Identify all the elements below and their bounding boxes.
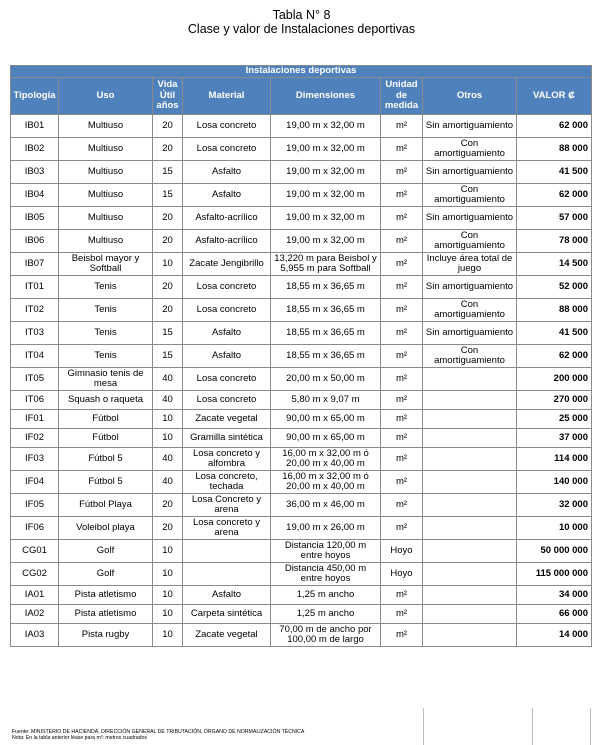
cell-uso: Multiuso [59, 207, 153, 230]
cell-otros [423, 540, 517, 563]
cell-valor: 50 000 000 [517, 540, 592, 563]
header-valor: VALOR ₡ [517, 78, 592, 115]
cell-tipologia: IF04 [11, 471, 59, 494]
cell-valor: 88 000 [517, 138, 592, 161]
table-row [11, 368, 592, 391]
cell-material: Losa concreto [183, 276, 271, 299]
cell-otros: Con amortiguamiento [423, 299, 517, 322]
cell-tipologia: IT06 [11, 391, 59, 410]
table-row [11, 322, 592, 345]
table-row [11, 184, 592, 207]
cell-otros: Sin amortiguamiento [423, 207, 517, 230]
cell-valor: 114 000 [517, 448, 592, 471]
units-note: Nota: En la tabla anterior léase para m²: metros cuadrados [12, 735, 147, 741]
cell-vida-util: 20 [153, 276, 183, 299]
table-row [11, 299, 592, 322]
cell-valor: 32 000 [517, 494, 592, 517]
cell-dimensiones: 13,220 m para Beisbol y 5,955 m para Softball [271, 253, 381, 276]
header-material: Material [183, 78, 271, 115]
cell-unidad: m² [381, 605, 423, 624]
cell-vida-util: 40 [153, 391, 183, 410]
table-row [11, 115, 592, 138]
cell-unidad: m² [381, 230, 423, 253]
table-row [11, 517, 592, 540]
table-row [11, 207, 592, 230]
cell-vida-util: 15 [153, 184, 183, 207]
cell-dimensiones: 1,25 m ancho [271, 586, 381, 605]
cell-dimensiones: 18,55 m x 36,65 m [271, 276, 381, 299]
cell-tipologia: IA03 [11, 624, 59, 647]
cell-tipologia: IA01 [11, 586, 59, 605]
cell-tipologia: IB04 [11, 184, 59, 207]
cell-material: Losa Concreto y arena [183, 494, 271, 517]
cell-uso: Golf [59, 563, 153, 586]
cell-tipologia: IB07 [11, 253, 59, 276]
cell-otros [423, 391, 517, 410]
cell-uso: Fútbol 5 [59, 448, 153, 471]
cell-dimensiones: 19,00 m x 32,00 m [271, 138, 381, 161]
cell-material: Carpeta sintética [183, 605, 271, 624]
cell-material: Losa concreto [183, 115, 271, 138]
cell-vida-util: 10 [153, 563, 183, 586]
cell-tipologia: IB06 [11, 230, 59, 253]
cell-uso: Voleibol playa [59, 517, 153, 540]
cell-tipologia: IF01 [11, 410, 59, 429]
cell-otros: Con amortiguamiento [423, 138, 517, 161]
cell-dimensiones: 19,00 m x 32,00 m [271, 161, 381, 184]
cell-uso: Pista atletismo [59, 586, 153, 605]
cell-vida-util: 10 [153, 253, 183, 276]
cell-valor: 10 000 [517, 517, 592, 540]
cell-material: Asfalto [183, 586, 271, 605]
header-otros: Otros [423, 78, 517, 115]
cell-dimensiones: 90,00 m x 65,00 m [271, 429, 381, 448]
cell-uso: Pista rugby [59, 624, 153, 647]
cell-tipologia: IA02 [11, 605, 59, 624]
cell-material: Losa concreto [183, 138, 271, 161]
cell-dimensiones: 18,55 m x 36,65 m [271, 345, 381, 368]
cell-uso: Golf [59, 540, 153, 563]
cell-vida-util: 20 [153, 115, 183, 138]
table-row [11, 471, 592, 494]
table-row [11, 540, 592, 563]
cell-material: Losa concreto [183, 391, 271, 410]
cell-material: Losa concreto [183, 299, 271, 322]
cell-uso: Multiuso [59, 115, 153, 138]
cell-vida-util: 10 [153, 586, 183, 605]
cell-uso: Squash o raqueta [59, 391, 153, 410]
cell-dimensiones: 1,25 m ancho [271, 605, 381, 624]
cell-vida-util: 10 [153, 410, 183, 429]
cell-vida-util: 10 [153, 540, 183, 563]
cell-otros: Con amortiguamiento [423, 345, 517, 368]
cell-otros [423, 563, 517, 586]
cell-dimensiones: 70,00 m de ancho por 100,00 m de largo [271, 624, 381, 647]
cell-material: Asfalto [183, 345, 271, 368]
cell-valor: 115 000 000 [517, 563, 592, 586]
cell-valor: 41 500 [517, 161, 592, 184]
cell-valor: 62 000 [517, 115, 592, 138]
cell-vida-util: 20 [153, 207, 183, 230]
cell-uso: Pista atletismo [59, 605, 153, 624]
cell-unidad: m² [381, 322, 423, 345]
table-row [11, 448, 592, 471]
cell-valor: 14 500 [517, 253, 592, 276]
cell-uso: Tenis [59, 322, 153, 345]
cell-material: Zacate vegetal [183, 410, 271, 429]
cell-valor: 270 000 [517, 391, 592, 410]
cell-unidad: Hoyo [381, 563, 423, 586]
cell-material: Asfalto [183, 184, 271, 207]
cell-unidad: m² [381, 253, 423, 276]
header-vida-util: Vida Útil años [153, 78, 183, 115]
cell-dimensiones: 19,00 m x 32,00 m [271, 207, 381, 230]
cell-tipologia: IF02 [11, 429, 59, 448]
cell-otros [423, 494, 517, 517]
cell-vida-util: 20 [153, 299, 183, 322]
cell-uso: Fútbol [59, 410, 153, 429]
cell-tipologia: IT04 [11, 345, 59, 368]
table-banner: Instalaciones deportivas [11, 66, 592, 78]
column-divider [532, 708, 533, 745]
cell-material: Asfalto-acrílico [183, 230, 271, 253]
cell-dimensiones: 19,00 m x 26,00 m [271, 517, 381, 540]
cell-unidad: m² [381, 115, 423, 138]
cell-unidad: m² [381, 276, 423, 299]
cell-uso: Gimnasio tenis de mesa [59, 368, 153, 391]
cell-dimensiones: 90,00 m x 65,00 m [271, 410, 381, 429]
cell-vida-util: 40 [153, 471, 183, 494]
table-body [11, 115, 592, 647]
cell-unidad: m² [381, 161, 423, 184]
cell-uso: Fútbol [59, 429, 153, 448]
cell-dimensiones: 19,00 m x 32,00 m [271, 115, 381, 138]
cell-otros [423, 448, 517, 471]
cell-unidad: m² [381, 471, 423, 494]
cell-unidad: m² [381, 184, 423, 207]
table-row [11, 345, 592, 368]
cell-otros: Sin amortiguamiento [423, 322, 517, 345]
cell-tipologia: IF06 [11, 517, 59, 540]
cell-dimensiones: 5,80 m x 9,07 m [271, 391, 381, 410]
cell-dimensiones: 16,00 m x 32,00 m ó 20,00 m x 40,00 m [271, 471, 381, 494]
cell-uso: Multiuso [59, 161, 153, 184]
column-divider [590, 708, 591, 745]
header-unidad: Unidad de medida [381, 78, 423, 115]
cell-tipologia: IT05 [11, 368, 59, 391]
table-row [11, 253, 592, 276]
cell-vida-util: 20 [153, 517, 183, 540]
cell-material: Asfalto [183, 161, 271, 184]
cell-uso: Fútbol 5 [59, 471, 153, 494]
cell-otros [423, 368, 517, 391]
cell-tipologia: IT03 [11, 322, 59, 345]
cell-tipologia: CG01 [11, 540, 59, 563]
cell-valor: 62 000 [517, 345, 592, 368]
table-row [11, 138, 592, 161]
cell-material: Asfalto-acrílico [183, 207, 271, 230]
cell-material: Zacate vegetal [183, 624, 271, 647]
header-tipologia: Tipología [11, 78, 59, 115]
cell-unidad: m² [381, 410, 423, 429]
cell-dimensiones: 20,00 m x 50,00 m [271, 368, 381, 391]
cell-material: Losa concreto [183, 368, 271, 391]
cell-material [183, 563, 271, 586]
cell-dimensiones: 18,55 m x 36,65 m [271, 322, 381, 345]
cell-vida-util: 20 [153, 138, 183, 161]
cell-vida-util: 10 [153, 605, 183, 624]
cell-otros [423, 429, 517, 448]
cell-unidad: Hoyo [381, 540, 423, 563]
cell-uso: Multiuso [59, 184, 153, 207]
cell-material: Losa concreto y arena [183, 517, 271, 540]
cell-vida-util: 20 [153, 230, 183, 253]
cell-otros [423, 471, 517, 494]
table-row [11, 230, 592, 253]
cell-dimensiones: 36,00 m x 46,00 m [271, 494, 381, 517]
table-row [11, 429, 592, 448]
cell-valor: 66 000 [517, 605, 592, 624]
cell-valor: 14 000 [517, 624, 592, 647]
cell-tipologia: IF05 [11, 494, 59, 517]
cell-otros [423, 410, 517, 429]
cell-otros [423, 517, 517, 540]
header-row [11, 78, 592, 115]
cell-valor: 200 000 [517, 368, 592, 391]
cell-otros: Con amortiguamiento [423, 184, 517, 207]
cell-valor: 140 000 [517, 471, 592, 494]
table-row [11, 605, 592, 624]
cell-dimensiones: Distancia 120,00 m entre hoyos [271, 540, 381, 563]
column-divider [423, 708, 424, 745]
cell-unidad: m² [381, 299, 423, 322]
cell-tipologia: IB01 [11, 115, 59, 138]
table-number-title: Tabla N° 8 [272, 8, 331, 22]
cell-otros: Sin amortiguamiento [423, 276, 517, 299]
cell-tipologia: IT01 [11, 276, 59, 299]
cell-valor: 25 000 [517, 410, 592, 429]
cell-tipologia: IF03 [11, 448, 59, 471]
cell-uso: Tenis [59, 345, 153, 368]
cell-valor: 34 000 [517, 586, 592, 605]
table-row [11, 276, 592, 299]
cell-tipologia: CG02 [11, 563, 59, 586]
cell-otros [423, 624, 517, 647]
cell-tipologia: IB03 [11, 161, 59, 184]
cell-unidad: m² [381, 429, 423, 448]
cell-uso: Multiuso [59, 138, 153, 161]
cell-tipologia: IT02 [11, 299, 59, 322]
cell-otros: Sin amortiguamiento [423, 161, 517, 184]
cell-unidad: m² [381, 517, 423, 540]
cell-unidad: m² [381, 345, 423, 368]
cell-dimensiones: 19,00 m x 32,00 m [271, 230, 381, 253]
cell-otros [423, 605, 517, 624]
cell-material: Losa concreto, techada [183, 471, 271, 494]
cell-valor: 57 000 [517, 207, 592, 230]
cell-material: Zacate Jengibrillo [183, 253, 271, 276]
table-row [11, 391, 592, 410]
cell-vida-util: 10 [153, 624, 183, 647]
cell-valor: 41 500 [517, 322, 592, 345]
cell-tipologia: IB05 [11, 207, 59, 230]
cell-vida-util: 15 [153, 322, 183, 345]
cell-vida-util: 40 [153, 368, 183, 391]
cell-unidad: m² [381, 391, 423, 410]
cell-otros: Con amortiguamiento [423, 230, 517, 253]
cell-vida-util: 15 [153, 345, 183, 368]
cell-vida-util: 40 [153, 448, 183, 471]
cell-valor: 88 000 [517, 299, 592, 322]
cell-otros [423, 586, 517, 605]
table-row [11, 586, 592, 605]
cell-unidad: m² [381, 138, 423, 161]
cell-dimensiones: Distancia 450,00 m entre hoyos [271, 563, 381, 586]
cell-unidad: m² [381, 207, 423, 230]
table-caption: Clase y valor de Instalaciones deportivas [187, 22, 416, 36]
cell-material [183, 540, 271, 563]
cell-vida-util: 10 [153, 429, 183, 448]
table-row [11, 494, 592, 517]
cell-valor: 52 000 [517, 276, 592, 299]
table-row [11, 624, 592, 647]
table-row [11, 563, 592, 586]
source-footnote: Fuente: MINISTERIO DE HACIENDA, DIRECCIÓN GENERAL DE TRIBUTACIÓN, ÓRGANO DE NORMALIZACIÓN TÉCNICA [12, 729, 305, 735]
header-uso: Uso [59, 78, 153, 115]
header-dimensiones: Dimensiones [271, 78, 381, 115]
cell-dimensiones: 16,00 m x 32,00 m ó 20,00 m x 40,00 m [271, 448, 381, 471]
cell-unidad: m² [381, 448, 423, 471]
table-row [11, 410, 592, 429]
cell-valor: 62 000 [517, 184, 592, 207]
cell-dimensiones: 18,55 m x 36,65 m [271, 299, 381, 322]
cell-unidad: m² [381, 624, 423, 647]
cell-dimensiones: 19,00 m x 32,00 m [271, 184, 381, 207]
cell-unidad: m² [381, 586, 423, 605]
sports-facilities-table [10, 65, 592, 647]
cell-unidad: m² [381, 368, 423, 391]
cell-uso: Beisbol mayor y Softball [59, 253, 153, 276]
cell-valor: 37 000 [517, 429, 592, 448]
cell-vida-util: 20 [153, 494, 183, 517]
cell-unidad: m² [381, 494, 423, 517]
table-row [11, 161, 592, 184]
cell-valor: 78 000 [517, 230, 592, 253]
cell-uso: Fútbol Playa [59, 494, 153, 517]
cell-uso: Multiuso [59, 230, 153, 253]
cell-vida-util: 15 [153, 161, 183, 184]
cell-uso: Tenis [59, 299, 153, 322]
cell-tipologia: IB02 [11, 138, 59, 161]
cell-otros: Incluye área total de juego [423, 253, 517, 276]
cell-material: Gramilla sintética [183, 429, 271, 448]
cell-uso: Tenis [59, 276, 153, 299]
cell-otros: Sin amortiguamiento [423, 115, 517, 138]
cell-material: Asfalto [183, 322, 271, 345]
cell-material: Losa concreto y alfombra [183, 448, 271, 471]
